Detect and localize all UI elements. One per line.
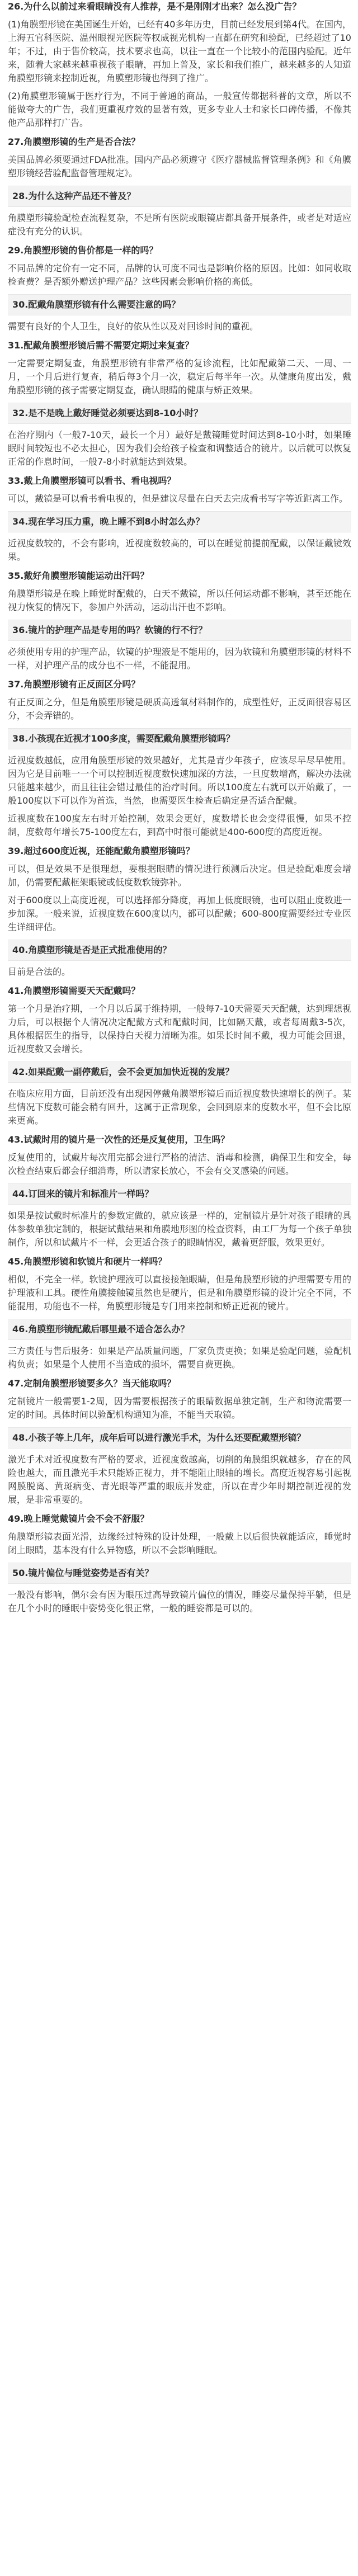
question-heading: 33.戴上角膜塑形镜可以看书、看电视吗？ xyxy=(8,475,176,486)
faq-item xyxy=(8,620,351,672)
answer-paragraph: 相似，不完全一样。软镜护理液可以直接接触眼睛，但是角膜塑形镜的护理需要专用的护理液和工具。硬性角膜接触镜虽然也是硬片，但是和角膜塑形镜的设计完全不同，不能混用，功能也不一样，角膜塑形镜是专门用来控制和矫正近视的镜片。 xyxy=(8,1274,351,1311)
faq-item xyxy=(8,1133,351,1178)
question-block xyxy=(8,844,351,858)
question-block xyxy=(8,984,351,998)
faq-item xyxy=(8,940,351,979)
question-block xyxy=(8,511,351,532)
faq-item xyxy=(8,569,351,614)
question-block xyxy=(8,678,351,691)
answer-paragraph: 角膜塑形镜验配检查流程复杂，不是所有医院或眼镜店都具备开展条件，或者是对适应症没有充分的认识。 xyxy=(8,213,351,237)
faq-item xyxy=(8,1427,351,1507)
question-heading: 35.戴好角膜塑形镜能运动出汗吗？ xyxy=(8,570,149,581)
question-heading: 36.镜片的护理产品是专用的吗？软镜的行不行？ xyxy=(12,625,208,635)
answer-paragraph: 角膜塑形镜表面光滑，边缘经过特殊的设计处理，一般戴上以后很快就能适应，睡觉时闭上眼睛，基本没有什么异物感，所以不会影响睡眠。 xyxy=(8,1531,351,1555)
faq-item xyxy=(8,511,351,564)
question-heading: 45.角膜塑形镜和软镜片和硬片一样吗？ xyxy=(8,1256,167,1267)
answer-paragraph: 近视度数较的，不会有影响，近视度数较高的，可以在睡觉前提前配戴，以保证戴镜效果。 xyxy=(8,538,351,562)
faq-item xyxy=(8,1061,351,1127)
answer-paragraph: 近视度数越低，应用角膜塑形镜的效果越好，尤其是青少年孩子，应该尽早尽早使用。因为它是目前唯一一个可以控制近视度数快速加深的方法，一旦度数增高，解决办法就只能越来越少，而且往往会错过最佳的治疗时间。所以100度左右就可以开始戴了，一般100度以下可以作为首选，当然，也需要医生检查后确定是否适合配戴。 xyxy=(8,755,351,806)
faq-item xyxy=(8,728,351,839)
question-heading: 46.角膜塑形镜配戴后哪里最不适合怎么办？ xyxy=(12,1324,190,1334)
faq-item xyxy=(8,0,351,130)
question-heading: 27.角膜塑形镜的生产是否合法？ xyxy=(8,136,140,147)
question-block xyxy=(8,339,351,352)
question-heading: 32.是不是晚上戴好睡觉必须要达到8-10小时？ xyxy=(12,408,203,418)
faq-item xyxy=(8,984,351,1056)
question-heading: 50.镜片偏位与睡觉姿势是否有关？ xyxy=(12,1568,154,1578)
question-heading: 37.角膜塑形镜有正反面区分吗？ xyxy=(8,679,140,690)
faq-item xyxy=(8,1563,351,1615)
answer-paragraph: 不同品牌的定价有一定不同，品牌的认可度不同也是影响价格的原因。比如：如同收取检查费？是否额外赠送护理产品？这些因素会影响价格的高低。 xyxy=(8,263,351,287)
question-block xyxy=(8,0,351,13)
answer-paragraph: 美国品牌必须要通过FDA批准。国内产品必须遵守《医疗器械监督管理条例》和《角膜塑形镜经营验配监督管理规定》。 xyxy=(8,154,351,178)
question-block xyxy=(8,728,351,749)
answer-paragraph: 有正反面之分，但是角膜塑形镜是硬质高透氧材料制作的，成型性好，正反面很容易区分，不会弄错的。 xyxy=(8,697,351,721)
answer-paragraph: 目前是合法的。 xyxy=(8,966,71,977)
question-heading: 30.配戴角膜塑形镜有什么需要注意的吗？ xyxy=(12,299,181,310)
question-block xyxy=(8,1512,351,1526)
question-block xyxy=(8,1183,351,1205)
answer-paragraph: 激光手术对近视度数有严格的要求，近视度数越高，切削的角膜组织就越多，存在的风险也越大，而且激光手术只能矫正视力，并不能阻止眼轴的增长。高度近视容易引起视网膜脱离、黄斑病变、青光眼等严重的眼底并发症，所以在青少年时期控制近视的发展，是非常重要的。 xyxy=(8,1454,351,1505)
answer-paragraph: 第一个月是治疗期，一个月以后属于维持期，一般每7-10天需要天天配戴，达到理想视力后，可以根据个人情况决定配戴方式和配戴时间，比如隔天戴，或者每周戴3-5次，具体根据医生的指导，以保持白天视力清晰为准。如果长时间不戴，视力可能会回退，近视度数又会增长。 xyxy=(8,1003,351,1054)
faq-item xyxy=(8,403,351,469)
question-heading: 28.为什么这种产品还不普及？ xyxy=(12,191,136,201)
answer-paragraph: 角膜塑形镜是在晚上睡觉时配戴的，白天不戴镜，所以任何运动都不影响，甚至还能在视力恢复的情况下，参加户外活动，运动出汗也不影响。 xyxy=(8,588,351,612)
question-block xyxy=(8,1061,351,1083)
answer-paragraph: 一定需要定期复查，角膜塑形镜有非常严格的复诊流程，比如配戴第二天、一周、一月，一个月后进行复查，稍后每3个月一次，稳定后每半年一次。从健康角度出发，戴角膜塑形镜的孩子需要定期复查，确认眼睛的健康与矫正效果。 xyxy=(8,358,351,395)
question-block xyxy=(8,403,351,424)
question-heading: 31.配戴角膜塑形镜后需不需要定期过来复查？ xyxy=(8,340,194,351)
question-heading: 48.小孩子等上几年，成年后可以进行激光手术，为什么还要配戴塑形镜？ xyxy=(12,1432,306,1443)
question-block xyxy=(8,1563,351,1584)
faq-item xyxy=(8,294,351,333)
question-heading: 42.如果配戴一副停戴后，会不会更加加快近视的发展？ xyxy=(12,1067,234,1077)
answer-paragraph: 可以，戴镜是可以看书看电视的，但是建议尽量在白天去完成看书写字等近距离工作。 xyxy=(8,493,348,504)
faq-item xyxy=(8,844,351,934)
answer-paragraph: 如果是按试戴时标准片的参数定做的，就应该是一样的，定制镜片是针对孩子眼睛的具体参数单独定制的，根据试戴结果和角膜地形图的检查资料，由工厂为每一个孩子单独制作，所以和试戴片不一样，会更适合孩子的眼睛情况，戴着更舒服，效果更好。 xyxy=(8,1210,351,1248)
faq-item xyxy=(8,186,351,238)
question-heading: 29.角膜塑形镜的售价都是一样的吗？ xyxy=(8,245,158,256)
question-heading: 41.角膜塑形镜需要天天配戴吗？ xyxy=(8,985,140,996)
faq-item xyxy=(8,1377,351,1422)
question-heading: 40.角膜塑形镜是否是正式批准使用的？ xyxy=(12,945,172,955)
answer-paragraph: 需要有良好的个人卫生，良好的依从性以及对回诊时间的重视。 xyxy=(8,321,259,332)
answer-paragraph: 反复使用的，试戴片每次用完都会进行严格的清洁、消毒和检测，确保卫生和安全，每次检查结束后都会仔细消毒，所以请家长放心，不会有交叉感染的问题。 xyxy=(8,1152,351,1176)
question-block xyxy=(8,940,351,961)
question-heading: 26.为什么以前过来看眼睛没有人推荐，是不是刚刚才出来？怎么没广告？ xyxy=(8,1,302,12)
question-block xyxy=(8,244,351,257)
question-heading: 43.试戴时用的镜片是一次性的还是反复使用，卫生吗？ xyxy=(8,1134,230,1145)
faq-item xyxy=(8,1183,351,1249)
question-block xyxy=(8,1319,351,1340)
answer-paragraph: (1)角膜塑形镜在美国诞生开始，已经有40多年历史，目前已经发展到第4代。在国内，上海五官科医院、温州眼视光医院等权威视光机构一直都在研究和验配，已经超过了10年；不过，由于售价较高，技术要求也高，以往一直在一个比较小的范围内验配。近年来，随着大家越来越重视孩子眼睛，再加上普及，家长和我们推广，越来越多的人知道角膜塑形镜来控制近视，角膜塑形镜也得到了推广。 xyxy=(8,19,351,83)
question-block xyxy=(8,620,351,641)
answer-paragraph: 对于600度以上高度近视，可以选择部分降度，再加上低度眼镜，也可以阻止度数进一步加深。一般来说，近视度数在600度以内，都可以配戴；600-800度需要经过专业医生详细评估。 xyxy=(8,895,351,932)
faq-item xyxy=(8,1512,351,1557)
question-heading: 38.小孩现在近视才100多度，需要配戴角膜塑形镜吗？ xyxy=(12,733,235,744)
faq-item xyxy=(8,135,351,180)
faq-item xyxy=(8,244,351,289)
faq-item xyxy=(8,339,351,397)
question-block xyxy=(8,474,351,488)
question-block xyxy=(8,1377,351,1390)
question-block xyxy=(8,135,351,149)
answer-paragraph: (2)角膜塑形镜属于医疗行为，不同于普通的商品，一般宣传都据科普的文章，所以不能做夸大的广告，我们更重视疗效的显著有效，更多专业人士和家长口碑传播，不像其他产品那样打广告。 xyxy=(8,91,351,128)
question-block xyxy=(8,1255,351,1268)
question-heading: 47.定制角膜塑形镜要多久？当天能取吗？ xyxy=(8,1378,176,1389)
question-block xyxy=(8,1133,351,1147)
answer-paragraph: 一般没有影响，偶尔会有因为眼压过高导致镜片偏位的情况，睡姿尽量保持平躺，但是在几个小时的睡眠中姿势变化很正常，一般的睡姿都是可以的。 xyxy=(8,1589,351,1613)
answer-paragraph: 可以，但是效果不是很理想，要根据眼睛的情况进行预测后决定。但是验配难度会增加，仍需要配戴框架眼镜或低度数软镜弥补。 xyxy=(8,864,351,888)
question-heading: 34.现在学习压力重，晚上睡不到8小时怎么办？ xyxy=(12,516,205,527)
question-block xyxy=(8,294,351,315)
answer-paragraph: 近视度数在100度左右时开始控制，效果会更好，度数增长也会变得很慢，如果不控制，度数每年增长75-100度左右，到高中时很可能就是400-600度的高度近视。 xyxy=(8,813,351,837)
answer-paragraph: 在临床应用方面，目前还没有出现因停戴角膜塑形镜后而近视度数快速增长的例子。某些情况下度数可能会稍有回升，这属于正常现象，会回到原来的度数水平，但不会比原来更高。 xyxy=(8,1088,351,1126)
question-block xyxy=(8,186,351,207)
answer-paragraph: 三方责任与售后服务：如果是产品质量问题，厂家负责更换；如果是验配问题，验配机构负责；如果是个人使用不当造成的损坏，需要自费更换。 xyxy=(8,1346,351,1370)
question-block xyxy=(8,569,351,583)
answer-paragraph: 定制镜片一般需要1-2周，因为需要根据孩子的眼睛数据单独定制，生产和物流需要一定的时间。具体时间以验配机构通知为准，不能当天取镜。 xyxy=(8,1396,351,1420)
faq-item xyxy=(8,1255,351,1313)
faq-item xyxy=(8,1319,351,1371)
question-heading: 44.订回来的镜片和标准片一样吗？ xyxy=(12,1188,154,1199)
answer-paragraph: 必须使用专用的护理产品，软镜的护理液是不能用的，因为软镜和角膜塑形镜的材料不一样，对护理产品的成分也不一样，不能混用。 xyxy=(8,647,351,671)
question-heading: 49.晚上睡觉戴镜片会不会不舒服？ xyxy=(8,1513,149,1524)
question-block xyxy=(8,1427,351,1449)
answer-paragraph: 在治疗期内（一般7-10天，最长一个月）最好是戴镜睡觉时间达到8-10小时，如果睡眠时间较短也不必太担心，因为我们会给孩子检查和调整适合的镜片。以后就可以恢复正常的作息时间，一般7-8小时就能达到效果。 xyxy=(8,430,351,467)
faq-item xyxy=(8,678,351,723)
faq-item xyxy=(8,474,351,506)
question-heading: 39.超过600度近视，还能配戴角膜塑形镜吗？ xyxy=(8,846,195,856)
